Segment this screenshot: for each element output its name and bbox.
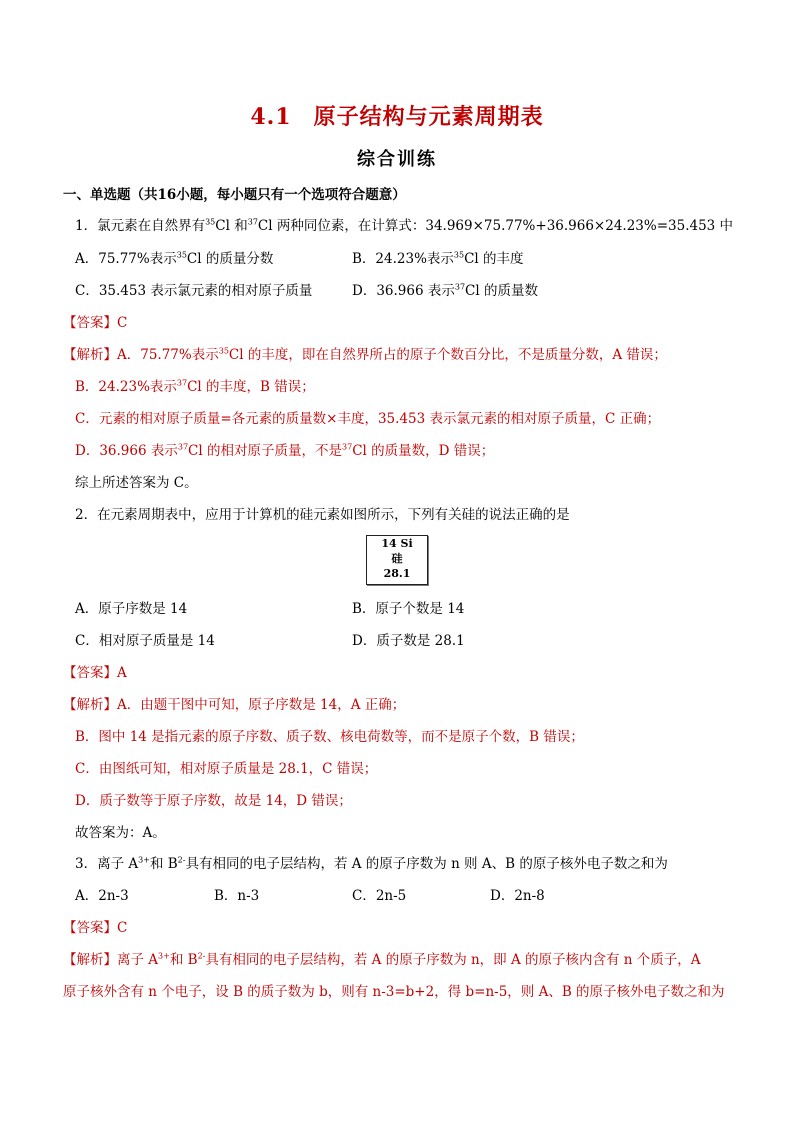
q3-option-a: A．2n-3 [75,888,129,904]
page-subtitle: 综合训练 [357,149,437,170]
q2-option-c: C．相对原子质量是 14 [75,633,215,649]
q2-explanation-1: 【解析】A．由题干图中可知，原子序数是 14，A 正确； [63,697,406,713]
q3-option-d: D．2n-8 [490,888,545,904]
silicon-element-card [366,535,428,585]
q1-option-b: B．24.23%表示$^{35}$Cl 的丰度 [352,250,524,267]
q2-stem: 2．在元素周期表中，应用于计算机的硅元素如图所示，下列有关硅的说法正确的是 [75,507,570,523]
q3-stem: 3．离子 $A^{3+}$和 $B^{2-}$具有相同的电子层结构，若 A 的原子序数为 n 则 A、B 的原子核外电子数之和为 [75,855,668,872]
q1-conclusion: 综上所述答案为 C。 [75,475,198,491]
q3-explanation-2: 原子核外含有 n 个电子，设 B 的质子数为 b，则有 n-3=b+2，得 b=n-5，则 A、B 的原子核外电子数之和为 [63,984,725,1000]
q3-explanation-1: 【解析】离子 $A^{3+}$和 $B^{2-}$具有相同的电子层结构，若 A 的原子序数为 n，即 A 的原子核内含有 n 个质子，A [63,951,701,968]
q1-stem: 1．氯元素在自然界有$^{35}$Cl 和$^{37}$Cl 两种同位素，在计算式：34.969×75.77%+36.966×24.23%=35.453 中 [75,217,734,234]
q3-answer: 【答案】C [63,920,128,936]
q2-conclusion: 故答案为：A。 [75,825,166,841]
page-title [0,100,794,131]
q2-option-a: A．原子序数是 14 [75,601,188,617]
q1-explanation-4: D．36.966 表示$^{37}$Cl 的相对原子质量，不是$^{37}$Cl 的质量数，D 错误； [75,442,495,459]
q3-option-c: C．2n-5 [352,888,407,904]
q1-explanation-3: C．元素的相对原子质量=各元素的质量数×丰度，35.453 表示氯元素的相对原子质量，C 正确； [75,411,661,427]
q1-option-d: D．36.966 表示$^{37}$Cl 的质量数 [352,282,538,299]
q2-option-b: B．原子个数是 14 [352,601,465,617]
q2-option-d: D．质子数是 28.1 [352,633,465,649]
q2-explanation-4: D．质子数等于原子序数，故是 14，D 错误； [75,793,352,809]
q1-option-a: A．75.77%表示$^{35}$Cl 的质量分数 [75,250,274,267]
q1-answer: 【答案】C [63,315,128,331]
q2-explanation-2: B．图中 14 是指元素的原子序数、质子数、核电荷数等，而不是原子个数，B 错误； [75,729,584,745]
element-number-symbol: 14 Si [381,537,413,550]
element-mass: 28.1 [383,567,411,580]
chapter-title: 原子结构与元素周期表 [313,104,544,130]
section-heading: 一、单选题（共16小题，每小题只有一个选项符合题意） [63,187,406,203]
q3-option-b: B．n-3 [214,888,260,904]
q1-explanation-2: B．24.23%表示$^{37}$Cl 的丰度，B 错误； [75,378,315,395]
element-name: 硅 [391,552,403,565]
q2-answer: 【答案】A [63,665,127,681]
q2-explanation-3: C．由图纸可知，相对原子质量是 28.1，C 错误； [75,761,378,777]
q1-explanation-1: 【解析】A．75.77%表示$^{35}$Cl 的丰度，即在自然界所占的原子个数百分比，不是质量分数，A 错误； [63,346,667,363]
q1-option-c: C．35.453 表示氯元素的相对原子质量 [75,283,313,299]
chapter-number: 4.1 [250,104,292,130]
